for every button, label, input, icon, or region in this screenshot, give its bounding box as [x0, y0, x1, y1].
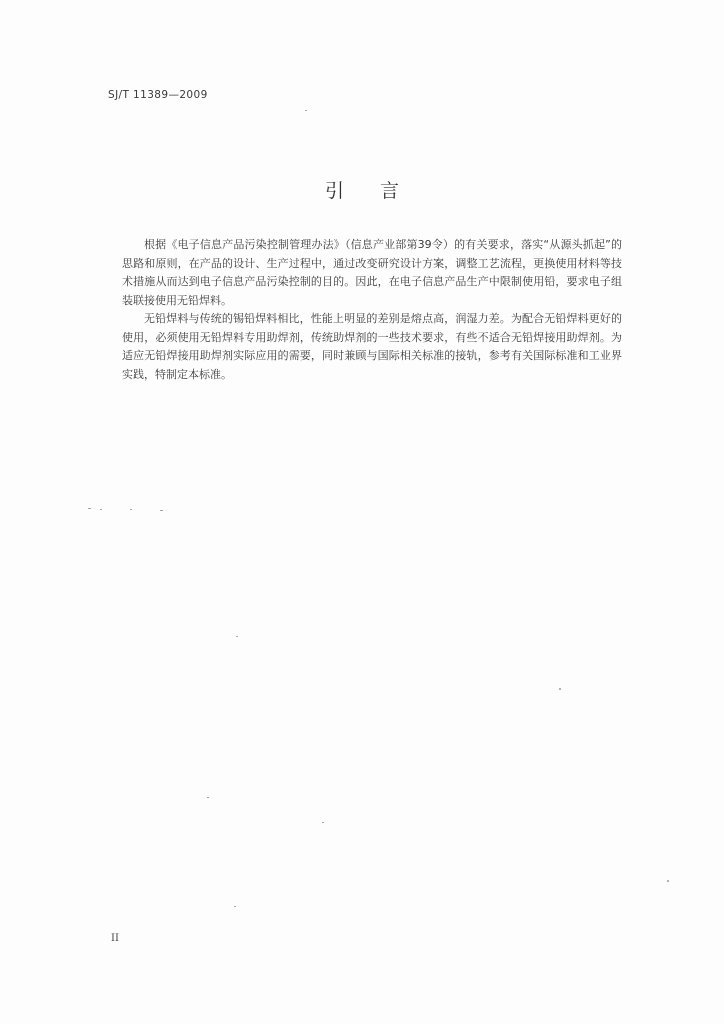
scan-speck: [130, 509, 132, 510]
page-number: II: [111, 933, 119, 944]
section-title: [0, 176, 724, 203]
scan-speck: [236, 636, 238, 637]
paragraph-1: 根据《电子信息产品污染控制管理办法》（信息产业部第39令）的有关要求，落实“从源头抓起”的思路和原则，在产品的设计、生产过程中，通过改变研究设计方案，调整工艺流程，更换使用材料等技术措施从而达到电子信息产品污染控制的目的。因此，在电子信息产品生产中限制使用铅，要求电子组装联接使用无铅焊料。: [122, 238, 622, 307]
scan-speck: [322, 822, 324, 823]
introduction-body: [122, 236, 622, 384]
title-char-2: 言: [380, 180, 400, 202]
scan-speck: [305, 110, 307, 111]
scan-speck: [207, 797, 209, 798]
document-code: SJ/T 11389—2009: [108, 89, 208, 101]
scan-speck: [100, 509, 102, 510]
title-char-1: 引: [324, 180, 344, 202]
scan-speck: [160, 510, 163, 511]
scan-speck: [88, 508, 91, 509]
scan-speck: [559, 688, 561, 690]
paragraph-2: 无铅焊料与传统的锡铅焊料相比，性能上明显的差别是熔点高，润湿力差。为配合无铅焊料更好的使用，必须使用无铅焊料专用助焊剂，传统助焊剂的一些技术要求，有些不适合无铅焊接用助焊剂。为适应无铅焊接用助焊剂实际应用的需要，同时兼顾与国际相关标准的接轨，参考有关国际标准和工业界实践，特制定本标准。: [122, 312, 622, 381]
scan-speck: [667, 880, 669, 882]
scan-speck: [234, 906, 236, 907]
